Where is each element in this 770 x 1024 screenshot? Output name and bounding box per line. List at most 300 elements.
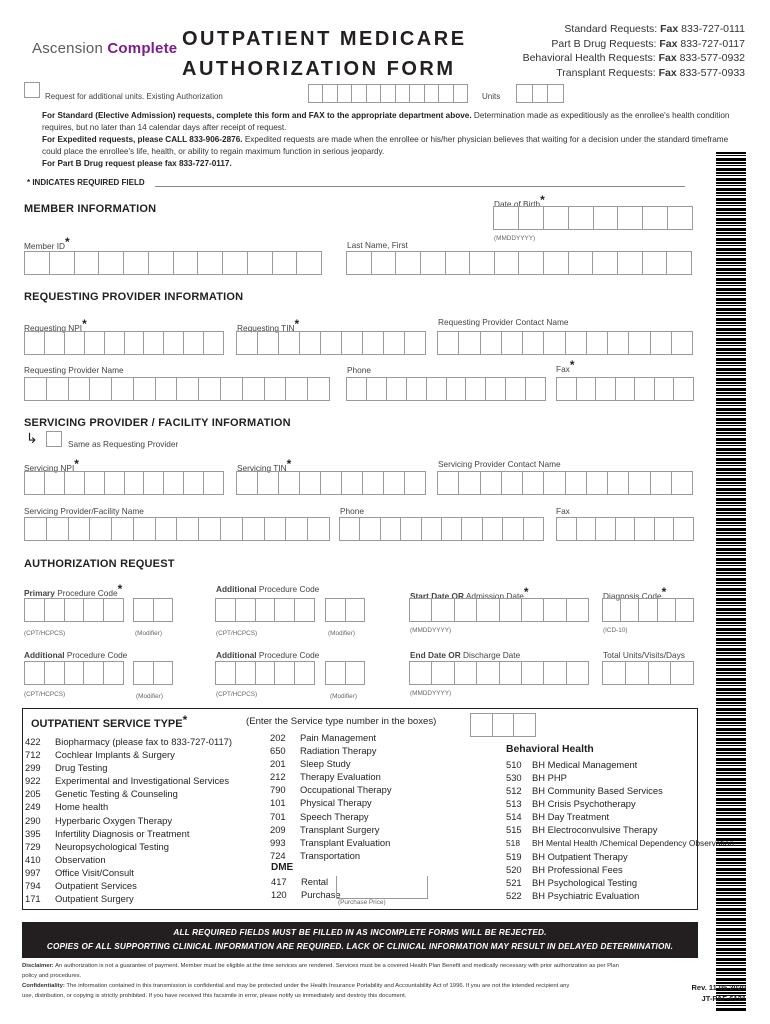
char-box[interactable] [596, 517, 616, 541]
char-box[interactable] [346, 661, 366, 685]
char-box[interactable] [90, 377, 112, 401]
requesting-npi-input[interactable] [24, 331, 224, 355]
char-box[interactable] [360, 517, 380, 541]
char-box[interactable] [635, 377, 655, 401]
member-id-input[interactable] [24, 251, 322, 275]
char-box[interactable] [577, 517, 597, 541]
end-date-label: End Date OR Discharge Date [410, 650, 521, 660]
char-box[interactable] [477, 598, 499, 622]
char-box[interactable] [500, 598, 522, 622]
additional-modifier-2-input[interactable] [133, 661, 173, 685]
char-box[interactable] [587, 471, 608, 495]
requesting-name-input[interactable] [24, 377, 330, 401]
char-box[interactable] [112, 377, 134, 401]
divider [155, 186, 685, 187]
char-box[interactable] [455, 661, 477, 685]
char-box[interactable] [566, 331, 587, 355]
char-box[interactable] [65, 331, 85, 355]
char-box[interactable] [134, 377, 156, 401]
char-box[interactable] [199, 377, 221, 401]
char-box[interactable] [236, 471, 258, 495]
servicing-phone-label: Phone [340, 506, 364, 516]
char-box[interactable] [372, 251, 397, 275]
char-box[interactable] [519, 251, 544, 275]
char-box[interactable] [286, 377, 308, 401]
char-box[interactable] [134, 517, 156, 541]
char-box[interactable] [204, 471, 224, 495]
same-as-requesting-checkbox[interactable] [46, 431, 62, 447]
char-box[interactable] [502, 331, 523, 355]
dob-input[interactable] [493, 206, 693, 230]
char-box[interactable] [156, 517, 178, 541]
char-box[interactable] [300, 331, 321, 355]
char-box[interactable] [672, 471, 693, 495]
char-box[interactable] [643, 251, 668, 275]
char-box[interactable] [593, 251, 618, 275]
char-box[interactable] [387, 377, 407, 401]
char-box[interactable] [410, 84, 424, 103]
char-box[interactable] [164, 331, 184, 355]
char-box[interactable] [90, 517, 112, 541]
char-box[interactable] [154, 661, 174, 685]
char-box[interactable] [524, 517, 544, 541]
char-box[interactable] [342, 331, 363, 355]
char-box[interactable] [493, 206, 519, 230]
revision-info: Rev. 11 05 2020 JT-PAF-6121 [691, 983, 746, 1003]
char-box[interactable] [526, 377, 546, 401]
char-box[interactable] [105, 331, 125, 355]
char-box[interactable] [486, 377, 506, 401]
servicing-name-input[interactable] [24, 517, 330, 541]
instructions: For Standard (Elective Admission) requests, complete this form and FAX to the appropriate department above. Determination made as expeditiously as the enrollee's health condition requires, but no later than 14 calendar days after receipt of request. For Expedited requests, please CALL 833-906-2876. Expedited requests are made when the enrollee or his/her physician believes that waiting for a decision under the standard timeframe could place the enrollee's life, health, or ability to regain maximum function in serious jeopardy. For Part B Drug request please fax 833-727-0117. [42, 111, 730, 168]
char-box[interactable] [47, 517, 69, 541]
char-box[interactable] [45, 661, 65, 685]
requesting-tin-input[interactable] [236, 331, 426, 355]
char-box[interactable] [184, 471, 204, 495]
char-box[interactable] [164, 471, 184, 495]
char-box[interactable] [156, 377, 178, 401]
char-box[interactable] [65, 661, 85, 685]
char-box[interactable] [346, 598, 366, 622]
char-box[interactable] [618, 251, 643, 275]
char-box[interactable] [104, 661, 124, 685]
char-box[interactable] [177, 517, 199, 541]
servicing-fax-input[interactable] [556, 517, 694, 541]
char-box[interactable] [45, 471, 65, 495]
char-box[interactable] [481, 331, 502, 355]
char-box[interactable] [544, 661, 566, 685]
char-box[interactable] [616, 517, 636, 541]
char-box[interactable] [144, 331, 164, 355]
additional-procedure-3-input[interactable] [215, 661, 315, 685]
service-type-item: 201 Sleep Study [270, 758, 351, 770]
additional-procedure-label: Additional Procedure Code [216, 584, 320, 594]
char-box[interactable] [674, 517, 694, 541]
char-box[interactable] [346, 377, 367, 401]
char-box[interactable] [215, 598, 236, 622]
char-box[interactable] [446, 251, 471, 275]
service-type-item: 993 Transplant Evaluation [270, 836, 391, 848]
char-box[interactable] [425, 84, 439, 103]
char-box[interactable] [65, 471, 85, 495]
char-box[interactable] [577, 377, 597, 401]
char-box[interactable] [65, 598, 85, 622]
char-box[interactable] [339, 517, 360, 541]
char-box[interactable] [75, 251, 100, 275]
char-box[interactable] [621, 598, 639, 622]
primary-modifier-input[interactable] [133, 598, 173, 622]
char-box[interactable] [635, 517, 655, 541]
char-box[interactable] [47, 377, 69, 401]
char-box[interactable] [566, 471, 587, 495]
char-box[interactable] [649, 661, 672, 685]
char-box[interactable] [629, 331, 650, 355]
char-box[interactable] [325, 661, 346, 685]
char-box[interactable] [124, 251, 149, 275]
char-box[interactable] [236, 331, 258, 355]
disclaimer: Disclaimer: An authorization is not a guarantee of payment. Member must be eligible at the time services are rendered. Services must be a covered Health Plan Benefit and medically necessary with prior authorization as per Plan policy and procedures. [22, 963, 619, 979]
behavioral-health-list [506, 758, 734, 902]
clinical-info-warning: COPIES OF ALL SUPPORTING CLINICAL INFORMATION ARE REQUIRED. LACK OF CLINICAL INFORMATION MAY RESULT IN DELAYED DETERMINATION. [46, 942, 674, 951]
requesting-fax-input[interactable] [556, 377, 694, 401]
char-box[interactable] [405, 331, 426, 355]
char-box[interactable] [602, 598, 621, 622]
char-box[interactable] [321, 471, 342, 495]
char-box[interactable] [367, 377, 387, 401]
fax-line: Behavioral Health Requests: Fax 833-577-0932 [522, 52, 745, 64]
char-box[interactable] [618, 206, 643, 230]
char-box[interactable] [481, 471, 502, 495]
char-box[interactable] [24, 661, 45, 685]
char-box[interactable] [363, 471, 384, 495]
char-box[interactable] [639, 598, 657, 622]
additional-procedure-2-label: Additional Procedure Code [24, 650, 128, 660]
char-box[interactable] [655, 517, 675, 541]
char-box[interactable] [439, 84, 453, 103]
char-box[interactable] [352, 84, 366, 103]
char-box[interactable] [651, 471, 672, 495]
char-box[interactable] [85, 331, 105, 355]
char-box[interactable] [24, 331, 45, 355]
char-box[interactable] [144, 471, 164, 495]
service-type-item: 422 Biopharmacy (please fax to 833-727-0117) [25, 736, 233, 747]
units-boxes[interactable] [516, 84, 564, 103]
char-box[interactable] [221, 517, 243, 541]
char-box[interactable] [279, 331, 300, 355]
char-box[interactable] [198, 251, 223, 275]
char-box[interactable] [300, 471, 321, 495]
char-box[interactable] [184, 331, 204, 355]
additional-units-checkbox[interactable] [24, 82, 40, 98]
char-box[interactable] [308, 517, 330, 541]
char-box[interactable] [24, 251, 50, 275]
char-box[interactable] [519, 206, 544, 230]
char-box[interactable] [381, 84, 395, 103]
char-box[interactable] [533, 84, 549, 103]
char-box[interactable] [437, 331, 459, 355]
char-box[interactable] [608, 471, 629, 495]
char-box[interactable] [409, 598, 432, 622]
char-box[interactable] [396, 84, 410, 103]
service-type-item: 101 Physical Therapy [270, 797, 372, 809]
char-box[interactable] [69, 517, 91, 541]
char-box[interactable] [651, 331, 672, 355]
char-box[interactable] [432, 598, 454, 622]
servicing-npi-input[interactable] [24, 471, 224, 495]
servicing-tin-input[interactable] [236, 471, 426, 495]
char-box[interactable] [85, 471, 105, 495]
existing-authorization-boxes[interactable] [308, 84, 468, 103]
char-box[interactable] [655, 377, 675, 401]
char-box[interactable] [522, 661, 544, 685]
char-box[interactable] [279, 471, 300, 495]
char-box[interactable] [258, 331, 279, 355]
char-box[interactable] [338, 84, 352, 103]
additional-modifier-input[interactable] [325, 598, 365, 622]
char-box[interactable] [243, 377, 265, 401]
char-box[interactable] [523, 471, 544, 495]
char-box[interactable] [466, 377, 486, 401]
char-box[interactable] [556, 517, 577, 541]
char-box[interactable] [381, 517, 401, 541]
fax-line: Standard Requests: Fax 833-727-0111 [564, 23, 745, 35]
char-box[interactable] [24, 377, 47, 401]
char-box[interactable] [24, 598, 45, 622]
char-box[interactable] [273, 251, 298, 275]
additional-procedure-input[interactable] [215, 598, 315, 622]
char-box[interactable] [99, 251, 124, 275]
char-box[interactable] [442, 517, 462, 541]
char-box[interactable] [523, 331, 544, 355]
member-name-label: Last Name, First [347, 240, 408, 250]
additional-procedure-2-input[interactable] [24, 661, 124, 685]
char-box[interactable] [105, 471, 125, 495]
char-box[interactable] [548, 84, 564, 103]
start-date-input[interactable] [409, 598, 589, 622]
member-name-input[interactable] [346, 251, 692, 275]
requesting-contact-input[interactable] [437, 331, 693, 355]
char-box[interactable] [405, 471, 426, 495]
primary-procedure-label: Primary Procedure Code* [24, 582, 123, 598]
char-box[interactable] [544, 331, 565, 355]
service-type-item: 202 Pain Management [270, 732, 377, 743]
char-box[interactable] [629, 471, 650, 495]
same-as-requesting-label: Same as Requesting Provider [68, 439, 179, 449]
char-box[interactable] [223, 251, 248, 275]
char-box[interactable] [177, 377, 199, 401]
char-box[interactable] [342, 471, 363, 495]
additional-units-label: Request for additional units. Existing Authorization [45, 92, 223, 101]
char-box[interactable] [308, 84, 323, 103]
char-box[interactable] [236, 661, 256, 685]
char-box[interactable] [256, 598, 276, 622]
confidentiality: Confidentiality: The information contained in this transmission is confidential and may be protected under the Health Insurance Portability and Accountability Act of 1996. If you are not the intended recipient any use, distribution, or copying is strictly prohibited. If you have received this facsimile in error, please notify us immediately and destroy this document. [22, 983, 570, 999]
char-box[interactable] [384, 471, 405, 495]
char-box[interactable] [215, 661, 236, 685]
char-box[interactable] [672, 331, 693, 355]
dob-label: Date of Birth* [494, 193, 545, 209]
char-box[interactable] [24, 517, 47, 541]
char-box[interactable] [248, 251, 273, 275]
char-box[interactable] [258, 471, 279, 495]
char-box[interactable] [133, 598, 154, 622]
char-box[interactable] [84, 598, 104, 622]
char-box[interactable] [626, 661, 649, 685]
requesting-npi-label: Requesting NPI* [24, 317, 87, 333]
char-box[interactable] [516, 84, 533, 103]
char-box[interactable] [69, 377, 91, 401]
char-box[interactable] [295, 661, 315, 685]
total-units-input[interactable] [602, 661, 694, 685]
char-box[interactable] [409, 661, 432, 685]
char-box[interactable] [323, 84, 337, 103]
requesting-section-title: REQUESTING PROVIDER INFORMATION [24, 291, 244, 303]
char-box[interactable] [346, 251, 372, 275]
char-box[interactable] [308, 377, 330, 401]
char-box[interactable] [658, 598, 676, 622]
char-box[interactable] [608, 331, 629, 355]
char-box[interactable] [495, 251, 520, 275]
char-box[interactable] [45, 598, 65, 622]
char-box[interactable] [643, 206, 668, 230]
char-box[interactable] [567, 598, 589, 622]
char-box[interactable] [503, 517, 523, 541]
total-units-label: Total Units/Visits/Days [603, 650, 685, 660]
char-box[interactable] [522, 598, 544, 622]
char-box[interactable] [502, 471, 523, 495]
additional-modifier-3-input[interactable] [325, 661, 365, 685]
char-box[interactable] [674, 377, 694, 401]
purchase-price-input[interactable] [336, 876, 428, 899]
requesting-contact-label: Requesting Provider Contact Name [438, 317, 569, 327]
char-box[interactable] [199, 517, 221, 541]
char-box[interactable] [506, 377, 526, 401]
char-box[interactable] [470, 251, 495, 275]
char-box[interactable] [567, 661, 589, 685]
char-box[interactable] [544, 251, 569, 275]
char-box[interactable] [477, 661, 499, 685]
char-box[interactable] [363, 331, 384, 355]
char-box[interactable] [455, 598, 477, 622]
char-box[interactable] [275, 598, 295, 622]
char-box[interactable] [493, 713, 515, 737]
char-box[interactable] [125, 331, 145, 355]
char-box[interactable] [602, 661, 626, 685]
char-box[interactable] [594, 206, 619, 230]
char-box[interactable] [427, 377, 447, 401]
char-box[interactable] [422, 517, 442, 541]
char-box[interactable] [174, 251, 199, 275]
char-box[interactable] [256, 661, 276, 685]
char-box[interactable] [265, 377, 287, 401]
char-box[interactable] [667, 251, 692, 275]
requesting-name-label: Requesting Provider Name [24, 365, 124, 375]
char-box[interactable] [243, 517, 265, 541]
char-box[interactable] [556, 377, 577, 401]
char-box[interactable] [616, 377, 636, 401]
char-box[interactable] [421, 251, 446, 275]
char-box[interactable] [500, 661, 522, 685]
char-box[interactable] [596, 377, 616, 401]
char-box[interactable] [396, 251, 421, 275]
service-type-item: 530 BH PHP [506, 772, 567, 784]
service-type-item: 522 BH Psychiatric Evaluation [506, 889, 640, 901]
service-type-item: 212 Therapy Evaluation [270, 771, 381, 783]
service-type-input[interactable] [470, 713, 536, 737]
char-box[interactable] [112, 517, 134, 541]
servicing-name-label: Servicing Provider/Facility Name [24, 506, 144, 516]
char-box[interactable] [459, 471, 480, 495]
char-box[interactable] [544, 471, 565, 495]
char-box[interactable] [668, 206, 693, 230]
servicing-contact-input[interactable] [437, 471, 693, 495]
char-box[interactable] [133, 661, 154, 685]
char-box[interactable] [367, 84, 381, 103]
char-box[interactable] [544, 598, 566, 622]
char-box[interactable] [221, 377, 243, 401]
char-box[interactable] [286, 517, 308, 541]
char-box[interactable] [462, 517, 482, 541]
char-box[interactable] [447, 377, 467, 401]
char-box[interactable] [149, 251, 174, 275]
char-box[interactable] [50, 251, 75, 275]
end-date-input[interactable] [409, 661, 589, 685]
dme-list [271, 875, 341, 901]
char-box[interactable] [104, 598, 124, 622]
service-type-item: 249 Home health [25, 801, 109, 813]
char-box[interactable] [401, 517, 421, 541]
char-box[interactable] [514, 713, 536, 737]
char-box[interactable] [325, 598, 346, 622]
char-box[interactable] [295, 598, 315, 622]
service-type-item: 120 Purchase [271, 889, 341, 901]
service-type-item: 518 BH Mental Health /Chemical Dependency Observation [506, 837, 735, 848]
char-box[interactable] [125, 471, 145, 495]
char-box[interactable] [569, 251, 594, 275]
char-box[interactable] [84, 661, 104, 685]
char-box[interactable] [459, 331, 480, 355]
char-box[interactable] [437, 471, 459, 495]
requesting-phone-input[interactable] [346, 377, 546, 401]
char-box[interactable] [676, 598, 694, 622]
primary-procedure-input[interactable] [24, 598, 124, 622]
servicing-phone-input[interactable] [339, 517, 544, 541]
char-box[interactable] [407, 377, 427, 401]
char-box[interactable] [275, 661, 295, 685]
diagnosis-input[interactable] [602, 598, 694, 622]
dob-hint: (MMDDYYYY) [494, 235, 536, 242]
char-box[interactable] [265, 517, 287, 541]
char-box[interactable] [204, 331, 224, 355]
char-box[interactable] [569, 206, 594, 230]
char-box[interactable] [671, 661, 694, 685]
char-box[interactable] [587, 331, 608, 355]
char-box[interactable] [483, 517, 503, 541]
char-box[interactable] [236, 598, 256, 622]
char-box[interactable] [24, 471, 45, 495]
char-box[interactable] [45, 331, 65, 355]
service-type-item: 515 BH Electroconvulsive Therapy [506, 824, 658, 836]
char-box[interactable] [384, 331, 405, 355]
service-type-item: 299 Drug Testing [25, 762, 108, 774]
char-box[interactable] [154, 598, 174, 622]
char-box[interactable] [432, 661, 454, 685]
char-box[interactable] [297, 251, 322, 275]
char-box[interactable] [321, 331, 342, 355]
char-box[interactable] [544, 206, 569, 230]
char-box[interactable] [454, 84, 468, 103]
char-box[interactable] [470, 713, 493, 737]
